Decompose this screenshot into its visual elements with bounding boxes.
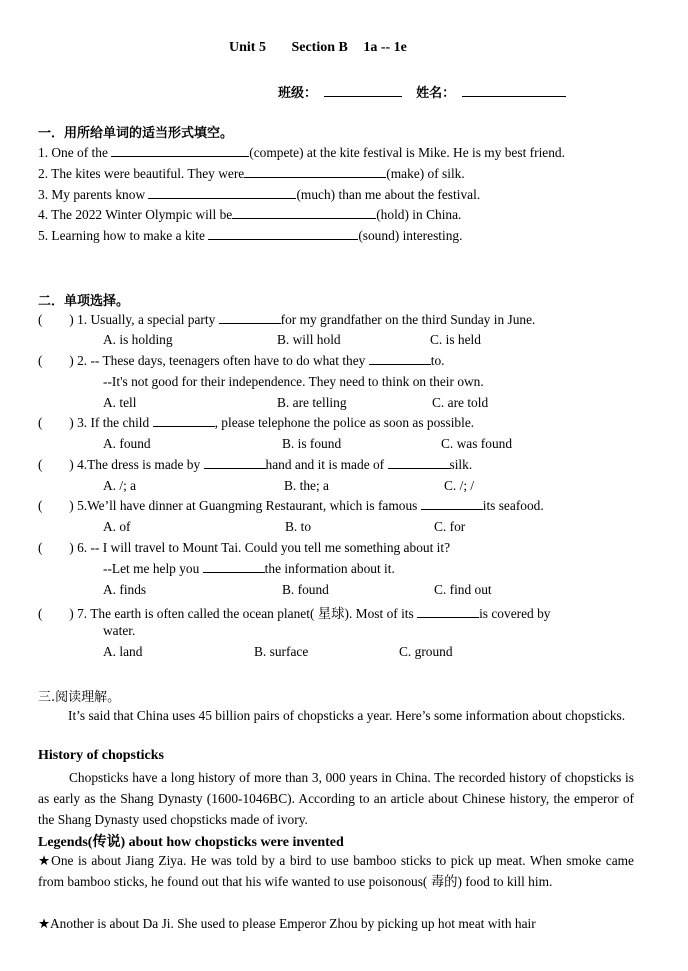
heading-history: History of chopsticks xyxy=(38,748,164,763)
q7-option-a[interactable]: A. land xyxy=(103,644,143,659)
q7-option-c[interactable]: C. ground xyxy=(399,644,453,659)
answer-blank[interactable] xyxy=(208,228,358,240)
question-1: ( ) 1. Usually, a special party for my grandfather on the third Sunday in June. xyxy=(38,312,536,327)
q5-option-b[interactable]: B. to xyxy=(285,519,312,534)
class-field[interactable] xyxy=(324,85,402,97)
q7-line2: water. xyxy=(103,623,136,638)
q6-line2: --Let me help you the information about it. xyxy=(103,561,395,576)
q5-option-c[interactable]: C. for xyxy=(434,519,466,534)
range-label: 1a -- 1e xyxy=(363,40,407,55)
answer-bracket[interactable]: ( ) xyxy=(38,498,74,513)
answer-blank[interactable] xyxy=(244,166,386,178)
question-2: ( ) 2. -- These days, teenagers often have to do what they to. xyxy=(38,353,445,368)
q4-option-b[interactable]: B. the; a xyxy=(284,478,329,493)
answer-bracket[interactable]: ( ) xyxy=(38,353,74,368)
part1-item-2: 2. The kites were beautiful. They were (make) of silk. xyxy=(38,166,465,181)
answer-blank xyxy=(153,415,215,427)
q2-option-c[interactable]: C. are told xyxy=(432,395,489,410)
reading-paragraph-history: Chopsticks have a long history of more than 3, 000 years in China. The recorded history of chopsticks is as early as the Shang Dynasty (1600-1046BC). According to an article about Chinese history, the emperor of the Shang Dynasty used chopsticks made of ivory. xyxy=(38,770,634,827)
answer-blank xyxy=(421,498,483,510)
q4-option-a[interactable]: A. /; a xyxy=(103,478,137,493)
student-info xyxy=(278,82,566,101)
q2-option-a[interactable]: A. tell xyxy=(103,395,137,410)
answer-bracket[interactable]: ( ) xyxy=(38,415,74,430)
answer-bracket[interactable]: ( ) xyxy=(38,540,74,555)
q6-option-c[interactable]: C. find out xyxy=(434,582,492,597)
q5-option-a[interactable]: A. of xyxy=(103,519,131,534)
class-label: 班级： xyxy=(278,86,318,101)
answer-bracket[interactable]: ( ) xyxy=(38,457,74,472)
unit-title xyxy=(229,40,407,56)
q3-option-a[interactable]: A. found xyxy=(103,436,151,451)
answer-blank[interactable] xyxy=(232,207,376,219)
q2-option-b[interactable]: B. are telling xyxy=(277,395,347,410)
answer-blank[interactable] xyxy=(148,187,296,199)
q6-option-b[interactable]: B. found xyxy=(282,582,329,597)
question-4: ( ) 4.The dress is made by hand and it is made of silk. xyxy=(38,457,473,472)
q4-option-c[interactable]: C. /; / xyxy=(444,478,475,493)
q1-option-c[interactable]: C. is held xyxy=(430,332,481,347)
q1-option-b[interactable]: B. will hold xyxy=(277,332,341,347)
answer-bracket[interactable]: ( ) xyxy=(38,606,74,621)
heading-legends: Legends(传说) about how chopsticks were invented xyxy=(38,835,344,850)
section-label: Section B xyxy=(291,40,348,55)
reading-paragraph-legend-1: ★One is about Jiang Ziya. He was told by a bird to use bamboo sticks to pick up meat. When smoke came from bamboo sticks, he found out that his wife wanted to use poisonous( 毒的) food to kill him. xyxy=(38,853,634,889)
name-label: 姓名： xyxy=(416,86,456,101)
question-3: ( ) 3. If the child , please telephone the police as soon as possible. xyxy=(38,415,475,430)
question-6: ( ) 6. -- I will travel to Mount Tai. Could you tell me something about it? xyxy=(38,540,451,555)
q2-line2: --It's not good for their independence. They need to think on their own. xyxy=(103,374,484,389)
answer-blank xyxy=(204,457,266,469)
part1-title: 一．用所给单词的适当形式填空。 xyxy=(38,126,234,141)
part3-title: 三.阅读理解。 xyxy=(38,690,121,705)
part1-item-5: 5. Learning how to make a kite (sound) interesting. xyxy=(38,228,463,243)
question-7: ( ) 7. The earth is often called the ocean planet( 星球). Most of its is covered by xyxy=(38,606,551,621)
unit-label: Unit 5 xyxy=(229,40,266,55)
part2-title: 二．单项选择。 xyxy=(38,294,130,309)
part1-item-3: 3. My parents know (much) than me about the festival. xyxy=(38,187,481,202)
part1-item-1: 1. One of the (compete) at the kite festival is Mike. He is my best friend. xyxy=(38,145,565,160)
answer-bracket[interactable]: ( ) xyxy=(38,312,74,327)
q3-option-c[interactable]: C. was found xyxy=(441,436,513,451)
answer-blank xyxy=(369,353,431,365)
q6-option-a[interactable]: A. finds xyxy=(103,582,147,597)
part1-item-4: 4. The 2022 Winter Olympic will be (hold) in China. xyxy=(38,207,462,222)
q3-option-b[interactable]: B. is found xyxy=(282,436,342,451)
reading-intro: It’s said that China uses 45 billion pairs of chopsticks a year. Here’s some information about chopsticks. xyxy=(68,708,626,723)
answer-blank xyxy=(417,606,479,618)
q1-option-a[interactable]: A. is holding xyxy=(103,332,173,347)
answer-blank xyxy=(203,561,265,573)
reading-paragraph-legend-2: ★Another is about Da Ji. She used to please Emperor Zhou by picking up hot meat with hair xyxy=(38,916,536,931)
answer-blank[interactable] xyxy=(111,145,249,157)
name-field[interactable] xyxy=(462,85,566,97)
q7-option-b[interactable]: B. surface xyxy=(254,644,309,659)
question-5: ( ) 5.We’ll have dinner at Guangming Restaurant, which is famous its seafood. xyxy=(38,498,544,513)
answer-blank xyxy=(219,312,281,324)
answer-blank xyxy=(388,457,450,469)
